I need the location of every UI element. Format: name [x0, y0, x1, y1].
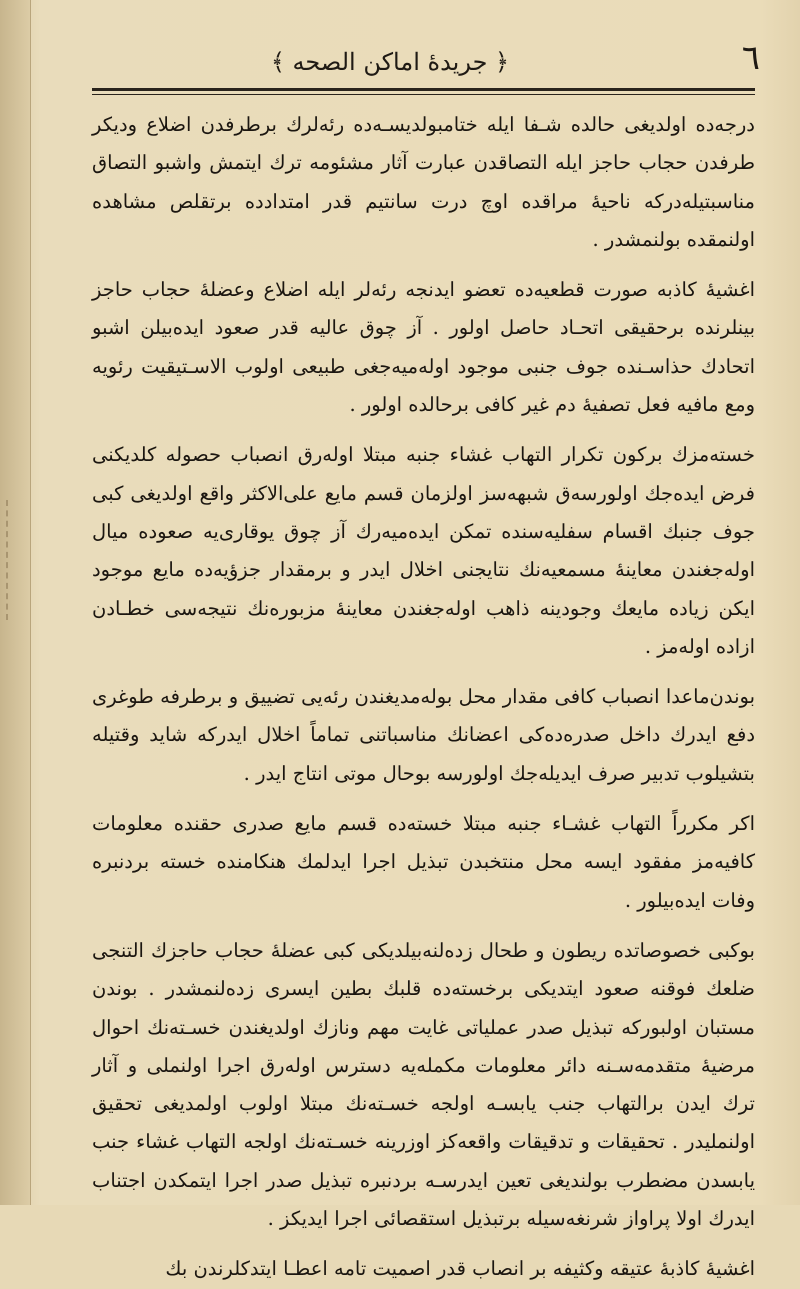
running-title: ﴿ جريدهٔ اماكن الصحه ﴾: [270, 48, 510, 76]
page-header: [90, 38, 760, 86]
paragraph-5: اكر مكرراً التهاب غشـاء جنبه مبتلا خسته‌ده قسم مايع صدری حقنده معلومات كافيه‌مز مفقود ايسه محل منتخبدن تبذيل اجرا ايدلمك هنكامنده خسته بردنبره وفات ايده‌بيلور .: [92, 812, 755, 912]
header-rule-thick: [92, 88, 755, 91]
paragraph-3: خسته‌مزك بركون تكرار التهاب غشاء جنبه مبتلا اوله‌رق انصباب حصوله كلديكنی فرض ايده‌جك اولورسه‌ق شبهه‌سز اولزمان قسم مايع علی‌الاكثر واقع اولديغی كبی جوف جنبك اقسام سفليه‌سنده تمكن ايده‌ميه‌رك آز چوق يوقاری‌يه صعوده ميال اوله‌جغندن معاينهٔ مسمعيه‌نك نتايجنی اخلال ايدر و برمقدار جزؤيه‌ده مايع موجود ايكن زياده مايعك وجودينه ذاهب اوله‌جغندن معاينهٔ مزبوره‌نك نتيجه‌سی خطـادن ازاده اوله‌مز .: [92, 443, 755, 658]
header-rule-thin: [92, 94, 755, 95]
binding-stitch: [6, 500, 22, 620]
paragraph-7: اغشيهٔ كاذبهٔ عتيقه وكثيفه بر انصاب قدر اصميت تامه اعطـا ايتدكلرندن بك: [165, 1257, 755, 1281]
paragraph-6: بوكبی خصوصاتده ريطون و طحال زده‌لنه‌بيلديكی كبی عضلهٔ حجاب حاجزك التنجی ضلعك فوقنه صعود ايتديكی برخسته‌ده قلبك بطين ايسری زده‌لنمشدر . بوندن مستبان اولبوركه تبذيل صدر عملياتی غايت مهم ونازك اولديغندن خسـته‌نك احوال مرضيهٔ متقدمه‌سـنه دائر معلومات مكمله‌يه دسترس اوله‌رق اجرا اولنملی و آثار ترك ايدن برالتهاب جنب يابسـه اولجه خسـته‌نك مبتلا اولوب اولمديغی تحقيق اولنملیدر . تحقيقات و تدقيقات واقعه‌كز اوزرينه خسـته‌نك اولجه التهاب غشاء جنب يابسدن مضطرب بولنديغی تعين ايدرسـه بردنبره تبذيل صدر اجرا ايتمكدن اجتناب ايدرك اولا پراواز شرنغه‌سيله برتبذيل استقصائی اجرا ايديكز .: [92, 938, 755, 1231]
body-text: [92, 100, 755, 1281]
paragraph-4: بوندن‌ماعدا انصباب كافی مقدار محل بوله‌مديغندن رئه‌يی تضييق و برطرفه طوغری دفع ايدرك داخل صدره‌ده‌كی اعضانك مناسباتنی تماماً اخلال ايدركه شايد وقتيله بتشيلوب تدبير صرف ايديله‌جك اولورسه بوحال موتی انتاج ايدر .: [92, 685, 755, 785]
page-number: ٦: [741, 38, 760, 78]
paragraph-1: درجه‌ده اولديغی حالده شـفا ايله ختامبولديسـه‌ده رئه‌لرك برطرفدن اضلاع وديكر طرفدن حجاب حاجز ايله التصاقدن عبارت آثار مشئومه ترك ايتمش واشبو التصاق مناسبتيله‌دركه ناحيهٔ مراقده اوچ درت سانتيم قدر امتدادده برتقلص مشاهده اولنمقده بولنمشدر .: [92, 113, 755, 251]
paragraph-2: اغشيهٔ كاذبه صورت قطعيه‌ده تعضو ايدنجه رئه‌لر ايله اضلاع وعضلهٔ حجاب حاجز بينلرنده برحقيقی اتحـاد حاصل اولور . آز چوق عاليه قدر صعود ايده‌بيلن اشبو اتحادك حذاسـنده جوف جنبی موجود اوله‌ميه‌جغی طبيعی اولوب الاسـتيقيت رئويه ومع مافيه فعل تصفيهٔ دم غير كافی برحالده اولور .: [92, 278, 755, 417]
book-binding-edge: [0, 0, 31, 1205]
